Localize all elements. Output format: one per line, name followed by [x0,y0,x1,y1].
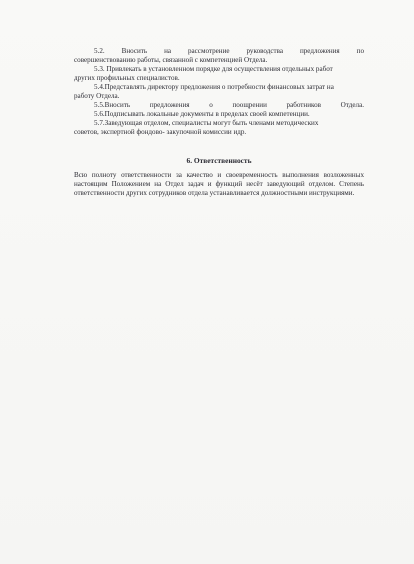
section-6-responsibility [74,171,364,198]
item-5-3-line2: других профильных специалистов. [74,74,180,82]
responsibility-paragraph: Всю полноту ответственности за качество и своевременность выполнения возложенных настоящим Положением на Отдел задач и функций несёт заведующий отделом. Степень ответственности других сотрудников отдела устанавливается должностными инструкциями. [74,171,364,197]
item-5-2-line2: совершенствованию работы, связанной с компетенцией Отдела. [74,56,268,64]
item-5-4-line1: 5.4.Представлять директору предложения о потребности финансовых затрат на [94,83,334,91]
section-5-rights [74,47,364,137]
item-5-4-line2: работу Отдела. [74,92,120,100]
section-6-heading: 6. Ответственность [186,156,252,165]
item-5-7-line1: 5.7.Заведующая отделом, специалисты могут быть членами методических [94,119,319,127]
item-5-3-line1: 5.3. Привлекать в установленном порядке для осуществления отдельных работ [94,65,333,73]
item-5-5-line1: 5.5.Вносить предложения о поощрении работников Отдела. [94,101,364,109]
item-5-6-line1: 5.6.Подписывать локальные документы в пределах своей компетенции. [94,110,310,118]
item-5-7-line2: советов, экспертной фондово- закупочной комиссии идр. [74,128,247,136]
item-5-2-line1: 5.2. Вносить на рассмотрение руководства предложения по [94,47,364,55]
